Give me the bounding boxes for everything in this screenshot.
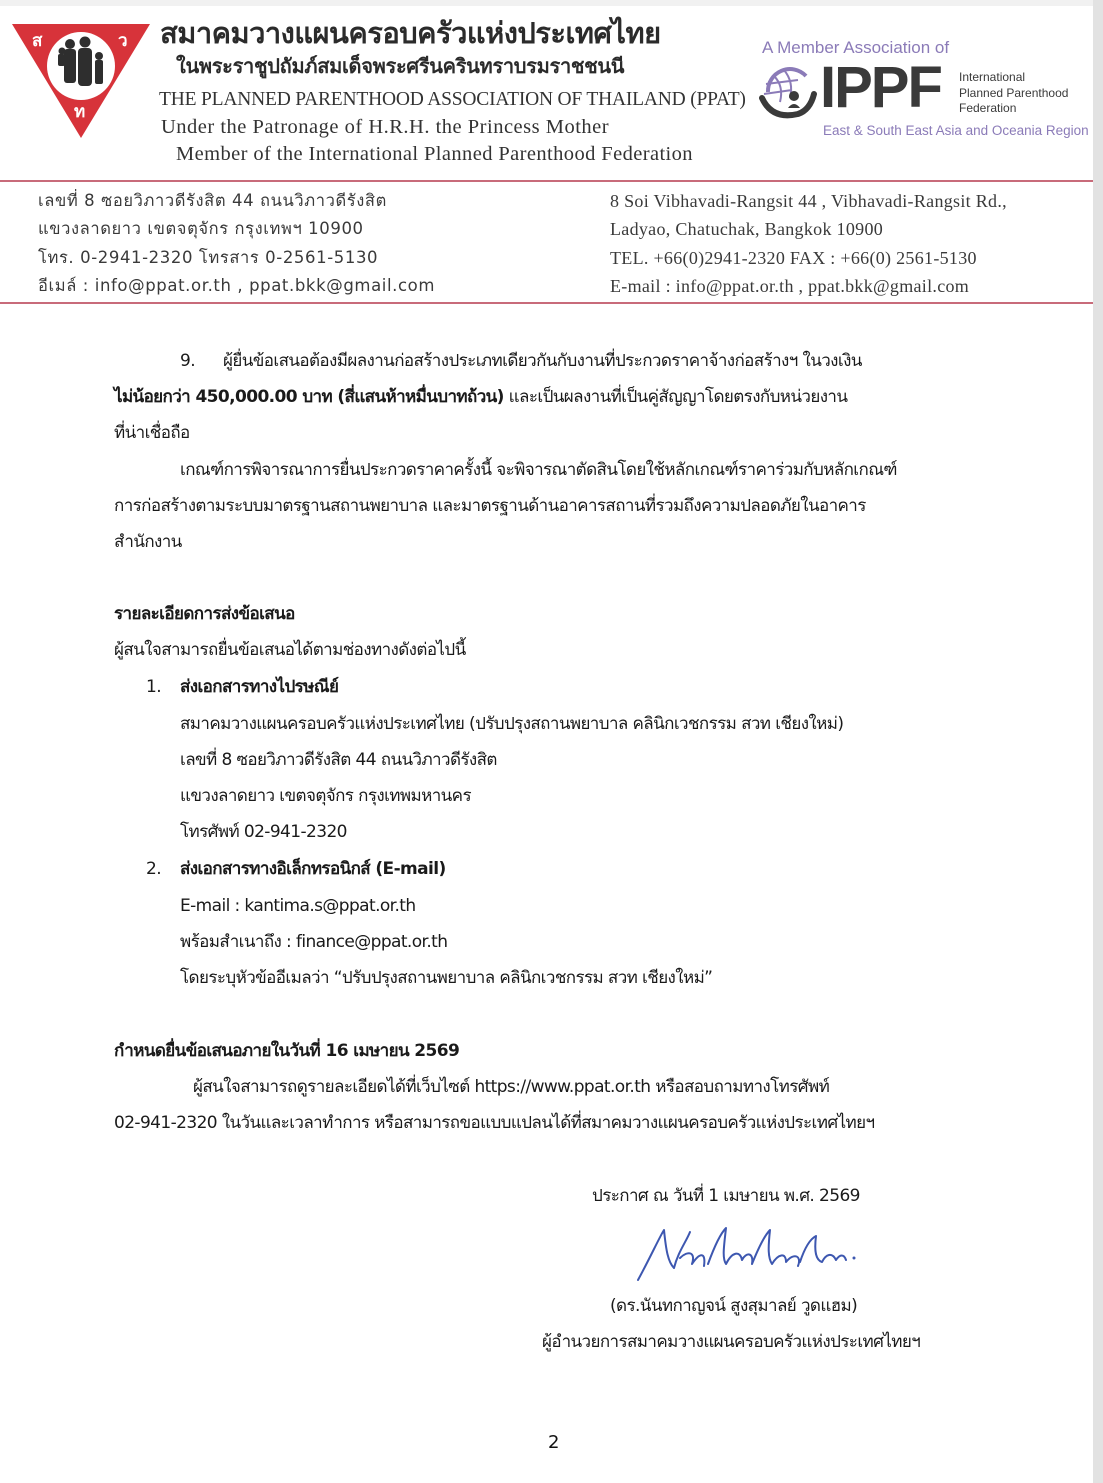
ippf-wordmark: IPPF (820, 55, 941, 120)
address-th-line: เลขที่ 8 ซอยวิภาวดีรังสิต 44 ถนนวิภาวดีรังสิต (38, 191, 387, 210)
ippf-region: East & South East Asia and Oceania Region (823, 123, 1089, 138)
ippf-full-name-line: Federation (959, 101, 1017, 115)
scrollbar[interactable] (1093, 0, 1103, 1483)
item9-amount: ไม่น้อยกว่า 450,000.00 บาท (สี่แสนห้าหมื่นบาทถ้วน) (114, 387, 504, 407)
ippf-member-of: A Member Association of (762, 38, 950, 57)
address-th-line: โทร. 0-2941-2320 โทรสาร 0-2561-5130 (38, 247, 379, 267)
deadline-heading: กำหนดยื่นข้อเสนอภายในวันที่ 16 เมษายน 2569 (114, 1041, 460, 1061)
patronage-th: ในพระราชูปถัมภ์สมเด็จพระศรีนครินทราบรมราชชนนี (176, 54, 625, 78)
criteria-line: การก่อสร้างตามระบบมาตรฐานสถานพยาบาล และมาตรฐานด้านอาคารสถานที่รวมถึงความปลอดภัยในอาคาร (114, 496, 866, 516)
member-en: Member of the International Planned Parenthood Federation (176, 143, 693, 165)
address-en-line: E-mail : info@ppat.or.th , ppat.bkk@gmail.com (610, 275, 970, 296)
header-bottom-rule (0, 302, 1093, 304)
criteria-line: เกณฑ์การพิจารณาการยื่นประกวดราคาครั้งนี้ จะพิจารณาตัดสินโดยใช้หลักเกณฑ์ราคาร่วมกับหลักเกณฑ์ (180, 460, 897, 480)
top-edge (0, 0, 1093, 6)
submission-heading: รายละเอียดการส่งข้อเสนอ (114, 604, 295, 624)
submission-intro: ผู้สนใจสามารถยื่นข้อเสนอได้ตามช่องทางดังต่อไปนี้ (114, 640, 466, 660)
announcement-date: ประกาศ ณ วันที่ 1 เมษายน พ.ศ. 2569 (592, 1186, 860, 1206)
signer-name: (ดร.นันทกาญจน์ สูงสุมาลย์ วูดแฮม) (610, 1296, 858, 1316)
ippf-globe-icon (758, 62, 818, 122)
criteria-line: สำนักงาน (114, 532, 182, 552)
org-name-en: THE PLANNED PARENTHOOD ASSOCIATION OF THAILAND (PPAT) (159, 89, 746, 110)
address-th-line: แขวงลาดยาว เขตจตุจักร กรุงเทพฯ 10900 (38, 219, 364, 239)
item9-line3: ที่น่าเชื่อถือ (114, 423, 190, 443)
method-1-title: ส่งเอกสารทางไปรษณีย์ (180, 677, 339, 697)
ippf-full-name-line: International (959, 70, 1026, 84)
item9-line1: ผู้ยื่นข้อเสนอต้องมีผลงานก่อสร้างประเภทเดียวกันกับงานที่ประกวดราคาจ้างก่อสร้างฯ ในวงเงิน (223, 351, 862, 371)
item9-line2-rest: และเป็นผลงานที่เป็นคู่สัญญาโดยตรงกับหน่วยงาน (503, 387, 848, 407)
address-th (38, 187, 435, 300)
address-en-line: Ladyao, Chatuchak, Bangkok 10900 (610, 219, 884, 240)
ippf-full-name (959, 70, 1068, 117)
org-name-th: สมาคมวางแผนครอบครัวแห่งประเทศไทย (160, 16, 661, 50)
logo-letter-sor: ส (32, 31, 43, 51)
signer-title: ผู้อำนวยการสมาคมวางแผนครอบครัวแห่งประเทศไทยฯ (542, 1332, 921, 1352)
header-top-rule (0, 180, 1093, 182)
address-en-line: 8 Soi Vibhavadi-Rangsit 44 , Vibhavadi-Rangsit Rd., (610, 191, 1007, 211)
item9-line2 (114, 379, 847, 415)
signature-image (630, 1222, 860, 1286)
method-2-email[interactable]: E-mail : kantima.s@ppat.or.th (180, 896, 416, 916)
method-1-line: สมาคมวางแผนครอบครัวแห่งประเทศไทย (ปรับปรุงสถานพยาบาล คลินิกเวชกรรม สวท เชียงใหม่) (180, 714, 844, 734)
method-2-number: 2. (146, 859, 162, 879)
patronage-en: Under the Patronage of H.R.H. the Princess Mother (161, 116, 610, 138)
deadline-line1: ผู้สนใจสามารถดูรายละเอียดได้ที่เว็บไซต์ https://www.ppat.or.th หรือสอบถามทางโทรศัพท์ (193, 1077, 830, 1097)
item9-number: 9. (180, 351, 196, 371)
method-2-subject: โดยระบุหัวข้ออีเมลว่า “ปรับปรุงสถานพยาบาล คลินิกเวชกรรม สวท เชียงใหม่” (180, 968, 713, 988)
logo-letter-wor: ว (118, 31, 128, 51)
ippf-full-name-line: Planned Parenthood (959, 85, 1069, 100)
page-number: 2 (548, 1432, 560, 1453)
address-en (610, 187, 1007, 300)
address-en-line: TEL. +66(0)2941-2320 FAX : +66(0) 2561-5130 (610, 247, 977, 268)
method-1-line: แขวงลาดยาว เขตจตุจักร กรุงเทพมหานคร (180, 786, 471, 806)
method-1-line: เลขที่ 8 ซอยวิภาวดีรังสิต 44 ถนนวิภาวดีรังสิต (180, 750, 497, 770)
ppat-logo (10, 22, 152, 140)
method-2-title: ส่งเอกสารทางอิเล็กทรอนิกส์ (E-mail) (180, 859, 446, 879)
method-1-number: 1. (146, 677, 162, 697)
deadline-line2: 02-941-2320 ในวันและเวลาทำการ หรือสามารถขอแบบแปลนได้ที่สมาคมวางแผนครอบครัวแห่งประเทศไทยฯ (114, 1113, 875, 1133)
logo-letter-thor: ท (74, 102, 86, 122)
method-1-line: โทรศัพท์ 02-941-2320 (180, 822, 347, 842)
method-2-cc[interactable]: พร้อมสำเนาถึง : finance@ppat.or.th (180, 932, 448, 952)
address-th-line: อีเมล์ : info@ppat.or.th , ppat.bkk@gmail.com (38, 275, 436, 295)
